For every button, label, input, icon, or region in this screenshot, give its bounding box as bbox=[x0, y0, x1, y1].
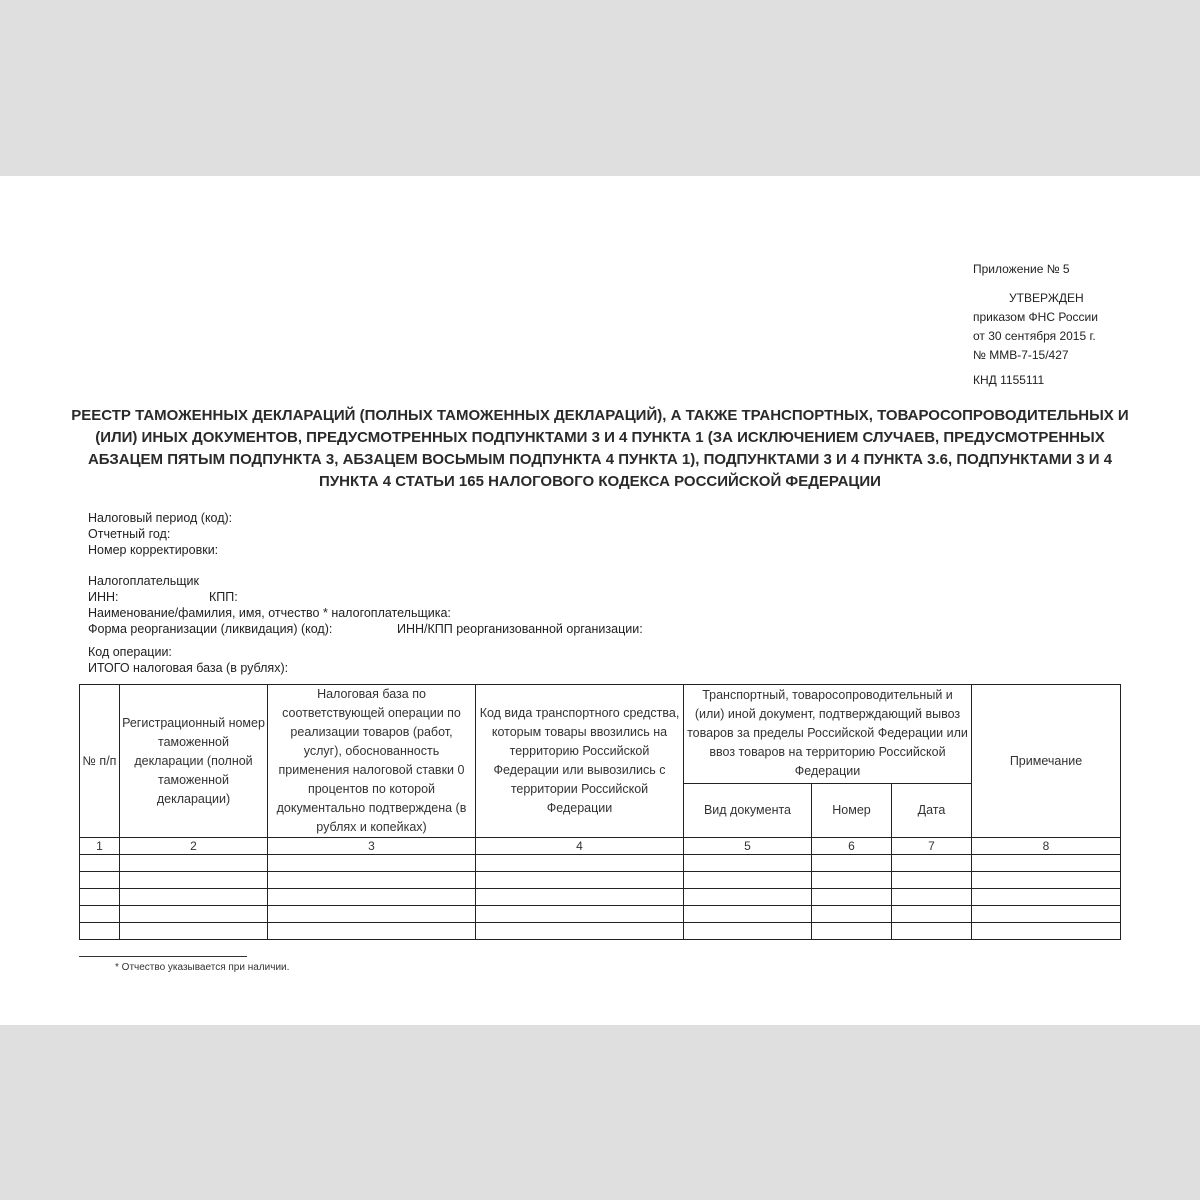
footnote-divider bbox=[79, 956, 247, 957]
register-table bbox=[79, 684, 1121, 940]
header-document-date: Дата bbox=[892, 783, 972, 837]
order-line-2: от 30 сентября 2015 г. bbox=[973, 329, 1096, 343]
column-numbers-row bbox=[80, 838, 1121, 855]
header-transport-code: Код вида транспортного средства, которым товары ввозились на территорию Российской Федерации или вывозились с территории Российской Федерации bbox=[476, 685, 684, 838]
reorg-inn-kpp-field: ИНН/КПП реорганизованной организации: bbox=[397, 622, 643, 636]
header-document-type: Вид документа bbox=[684, 783, 812, 837]
knd-code: КНД 1155111 bbox=[973, 373, 1045, 387]
tax-period-field: Налоговый период (код): bbox=[88, 511, 233, 525]
taxpayer-label: Налогоплательщик bbox=[88, 574, 200, 588]
column-number: 4 bbox=[476, 838, 684, 855]
order-line-3: № ММВ-7-15/427 bbox=[973, 348, 1069, 362]
column-number: 2 bbox=[120, 838, 268, 855]
header-tax-base: Налоговая база по соответствующей операции по реализации товаров (работ, услуг), обоснованность применения налоговой ставки 0 процентов по которой документально подтверждена (в рублях и копейках) bbox=[268, 685, 476, 838]
kpp-field: КПП: bbox=[209, 590, 238, 604]
header-row-number: № п/п bbox=[80, 685, 120, 838]
inn-field: ИНН: bbox=[88, 590, 119, 604]
header-declaration-number: Регистрационный номер таможенной декларации (полной таможенной декларации) bbox=[120, 685, 268, 838]
taxpayer-name-field: Наименование/фамилия, имя, отчество * налогоплательщика: bbox=[88, 606, 451, 620]
approval-block bbox=[973, 260, 1098, 390]
column-number: 5 bbox=[684, 838, 812, 855]
header-transport-document-group: Транспортный, товаросопроводительный и (или) иной документ, подтверждающий вывоз товаров за пределы Российской Федерации или ввоз товаров на территорию Российской Федерации bbox=[684, 685, 972, 784]
table-row bbox=[80, 872, 1121, 889]
column-number: 1 bbox=[80, 838, 120, 855]
table-row bbox=[80, 906, 1121, 923]
inn-kpp-line bbox=[88, 589, 451, 605]
table-row bbox=[80, 923, 1121, 940]
document-page bbox=[0, 176, 1200, 1025]
approved-label: УТВЕРЖДЕН bbox=[1009, 291, 1084, 305]
correction-number-field: Номер корректировки: bbox=[88, 543, 219, 557]
column-number: 3 bbox=[268, 838, 476, 855]
total-tax-base-field: ИТОГО налоговая база (в рублях): bbox=[88, 661, 289, 675]
table-row bbox=[80, 889, 1121, 906]
order-line-1: приказом ФНС России bbox=[973, 310, 1098, 324]
operation-fields bbox=[88, 644, 288, 676]
reorg-form-field: Форма реорганизации (ликвидация) (код): bbox=[88, 622, 333, 636]
report-year-field: Отчетный год: bbox=[88, 527, 171, 541]
column-number: 8 bbox=[972, 838, 1121, 855]
appendix-label: Приложение № 5 bbox=[973, 262, 1070, 276]
header-document-number: Номер bbox=[812, 783, 892, 837]
header-note: Примечание bbox=[972, 685, 1121, 838]
taxpayer-fields bbox=[88, 573, 643, 637]
period-fields bbox=[88, 510, 232, 558]
document-title: РЕЕСТР ТАМОЖЕННЫХ ДЕКЛАРАЦИЙ (ПОЛНЫХ ТАМОЖЕННЫХ ДЕКЛАРАЦИЙ), А ТАКЖЕ ТРАНСПОРТНЫХ, ТОВАРОСОПРОВОДИТЕЛЬНЫХ И (ИЛИ) ИНЫХ ДОКУМЕНТОВ, ПРЕДУСМОТРЕННЫХ ПОДПУНКТАМИ 3 И 4 ПУНКТА 1 (ЗА ИСКЛЮЧЕНИЕМ СЛУЧАЕВ, ПРЕДУСМОТРЕННЫХ АБЗАЦЕМ ПЯТЫМ ПОДПУНКТА 3, АБЗАЦЕМ ВОСЬМЫМ ПОДПУНКТА 4 ПУНКТА 1), ПОДПУНКТАМИ 3 И 4 ПУНКТА 3.6, ПОДПУНКТАМИ 3 И 4 ПУНКТА 4 СТАТЬИ 165 НАЛОГОВОГО КОДЕКСА РОССИЙСКОЙ ФЕДЕРАЦИИ bbox=[71, 407, 1129, 490]
operation-code-field: Код операции: bbox=[88, 645, 172, 659]
column-number: 7 bbox=[892, 838, 972, 855]
reorg-line bbox=[88, 621, 643, 637]
footnote: * Отчество указывается при наличии. bbox=[115, 962, 290, 973]
table-row bbox=[80, 855, 1121, 872]
column-number: 6 bbox=[812, 838, 892, 855]
